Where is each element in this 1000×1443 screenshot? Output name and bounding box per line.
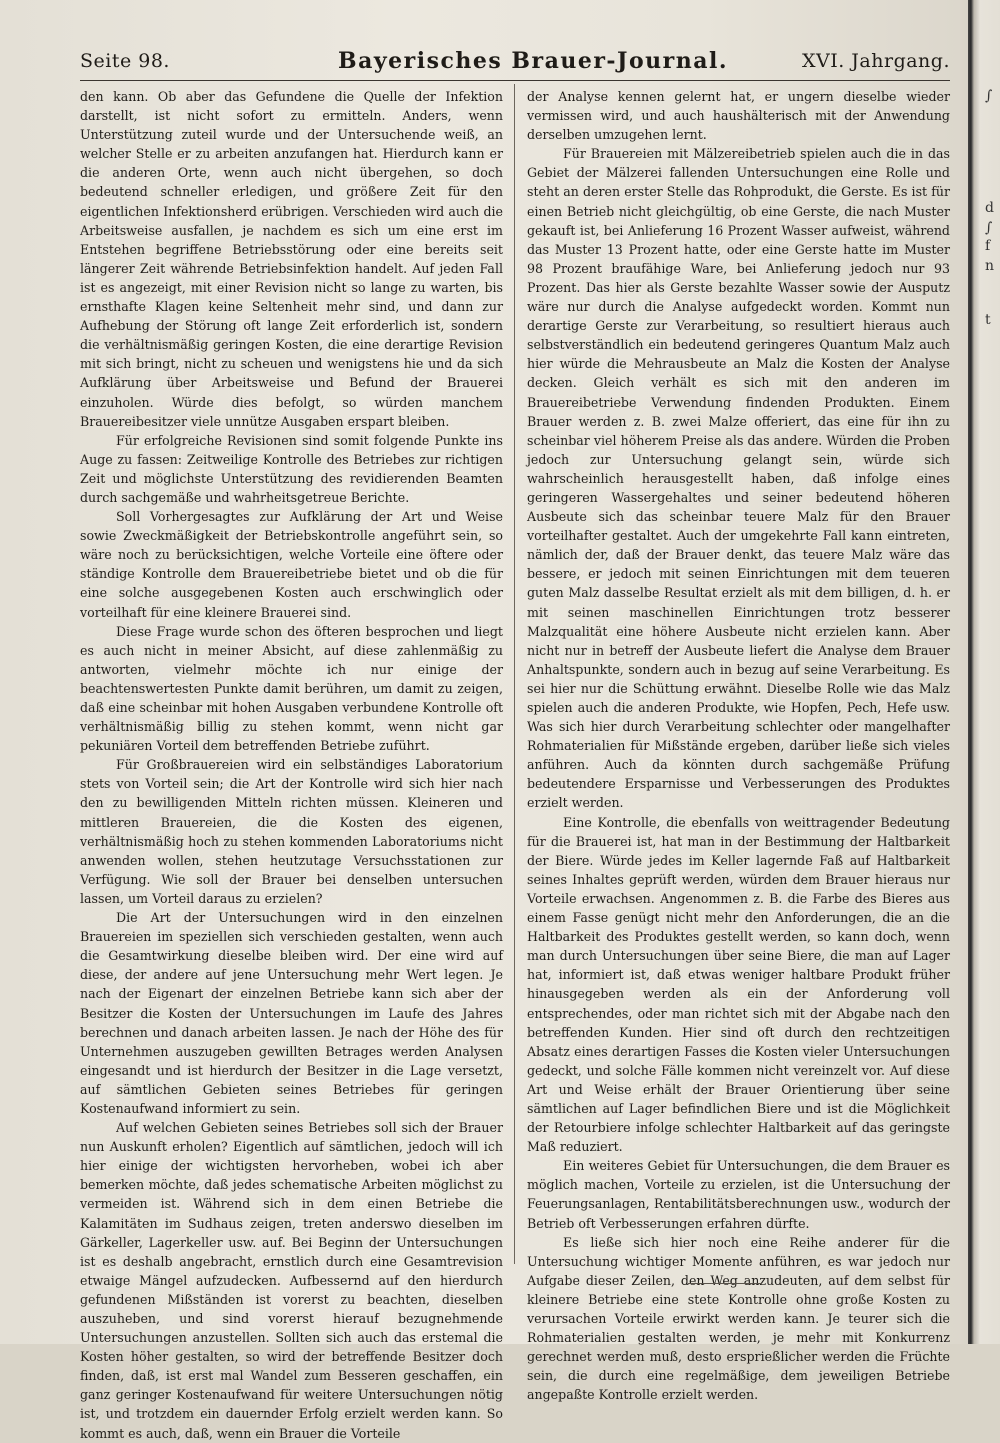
paragraph: der Analyse kennen gelernt hat, er ungern dieselbe wieder vermissen wird, und auch haushälterisch mit der Anwendung derselben umzugehen lernt.: [527, 89, 950, 143]
left-column: [80, 87, 503, 1443]
paragraph: den kann. Ob aber das Gefundene die Quelle der Infektion darstellt, ist nicht sofort zu ermitteln. Anders, wenn Unterstützung zuteil wurde und der Untersuchende weiß, an welcher Stelle er zu arbeiten anzufangen hat. Hierdurch kann er die anderen Orte, wenn auch nicht übergehen, so doch bedeutend schneller erledigen, und größere Zeit für den eigentlichen Infektionsherd erübrigen. Verschieden wird auch die Arbeitsweise ausfallen, je nachdem es sich um eine erst im Entstehen begriffene Betriebsstörung oder eine bereits seit längerer Zeit währende Betriebsinfektion handelt. Auf jeden Fall ist es angezeigt, mit einer Revision nicht so lange zu warten, bis ernsthafte Klagen keine Seltenheit mehr sind, und dann zur Aufhebung der Störung oft lange Zeit erforderlich ist, sondern die verhältnismäßig geringen Kosten, die eine derartige Revision mit sich bringt, nicht zu scheuen und wenigstens hie und da sich Aufklärung über Arbeitsweise und Befund der Brauerei einzuholen. Würde dies befolgt, so würden manchem Brauereibesitzer viele unnütze Ausgaben erspart bleiben.: [80, 89, 503, 429]
adjacent-page-fragment: f: [985, 238, 991, 254]
paragraph: Eine Kontrolle, die ebenfalls von weittragender Bedeutung für die Brauerei ist, hat man in der Bestimmung der Haltbarkeit der Biere. Würde jedes im Keller lagernde Faß auf Haltbarkeit seines Inhaltes geprüft werden, würden dem Brauer hieraus nur Vorteile erwachsen. Angenommen z. B. die Farbe des Bieres aus einem Fasse genügt nicht mehr den Anforderungen, die an die Haltbarkeit des Produktes gestellt werden, so kann doch, wenn man durch Untersuchungen über seine Biere, die man auf Lager hat, informiert ist, daß etwas weniger haltbare Produkt früher hinausgegeben werden als ein der Anforderung voll entsprechendes, oder man richtet sich mit der Abgabe nach den betreffenden Kunden. Hier sind oft durch den rechtzeitigen Absatz eines derartigen Fasses die Kosten vieler Untersuchungen gedeckt, und solche Fälle kommen nicht vereinzelt vor. Auf diese Art und Weise erhält der Brauer Orientierung über seine sämtlichen auf Lager befindlichen Biere und ist die Möglichkeit der Retourbiere infolge schlechter Haltbarkeit auf das geringste Maß reduziert.: [527, 814, 950, 1155]
adjacent-page-fragment: ∫: [985, 220, 993, 236]
paragraph: Für Großbrauereien wird ein selbständiges Laboratorium stets von Vorteil sein; die Art der Kontrolle wird sich hier nach den zu bewilligenden Mitteln richten müssen. Kleineren und mittleren Brauereien, die die Kosten des eigenen, verhältnismäßig hoch zu stehen kommenden Laboratoriums nicht anwenden wollen, stehen heutzutage Versuchsstationen zur Verfügung. Wie soll der Brauer bei denselben untersuchen lassen, um Vorteil daraus zu erzielen?: [80, 757, 503, 906]
adjacent-page-fragment: ∫: [985, 88, 993, 104]
journal-title: Bayerisches Brauer-Journal.: [338, 48, 728, 74]
adjacent-page-fragment: n: [985, 258, 995, 274]
page-header: [80, 48, 950, 78]
paragraph: Die Art der Untersuchungen wird in den einzelnen Brauereien im speziellen sich verschieden gestalten, wenn auch die Gesamtwirkung dieselbe bleiben wird. Der eine wird auf diese, der andere auf jene Untersuchung mehr Wert legen. Je nach der Eigenart der einzelnen Betriebe kann sich aber der Besitzer die Kosten der Untersuchungen im Laufe des Jahres berechnen und danach arbeiten lassen. Je nach der Höhe des für Unternehmen auszugeben gewillten Betrages werden Analysen eingesandt und ist hierdurch der Besitzer in die Lage versetzt, auf sämtlichen Gebieten seines Betriebes für geringen Kostenaufwand informiert zu sein.: [80, 910, 503, 1116]
paragraph: Auf welchen Gebieten seines Betriebes soll sich der Brauer nun Auskunft erholen? Eigentlich auf sämtlichen, jedoch will ich hier einige der wichtigsten hervorheben, wobei ich aber bemerken möchte, daß jedes schematische Arbeiten möglichst zu vermeiden ist. Während sich in dem einen Betriebe die Kalamitäten im Sudhaus zeigen, treten anderswo dieselben im Gärkeller, Lagerkeller usw. auf. Bei Beginn der Untersuchungen ist es deshalb angebracht, ernstlich durch eine Gesamtrevision etwaige Mängel aufzudecken. Aufbessernd auf den hierdurch gefundenen Mißständen ist vorerst zu beachten, dieselben auszuheben, und sind vorerst hierauf bezugnehmende Untersuchungen anzustellen. Sollten sich auch das erstemal die Kosten höher gestalten, so wird der betreffende Besitzer doch finden, daß, ist erst mal Wandel zum Besseren geschaffen, ein ganz geringer Kostenaufwand für weitere Untersuchungen nötig ist, und trotzdem ein dauernder Erfolg erzielt werden kann. So kommt es auch, daß, wenn ein Brauer die Vorteile: [80, 1120, 503, 1441]
paragraph: Für Brauereien mit Mälzereibetrieb spielen auch die in das Gebiet der Mälzerei fallenden Untersuchungen eine Rolle und steht an deren erster Stelle das Rohprodukt, die Gerste. Es ist für einen Betrieb nicht gleichgültig, ob eine Gerste, die nach Muster gekauft ist, bei Anlieferung 16 Prozent Wasser aufweist, während das Muster 13 Prozent hatte, oder eine Gerste hatte im Muster 98 Prozent braufähige Ware, bei Anlieferung jedoch nur 93 Prozent. Das hier als Gerste bezahlte Wasser sowie der Ausputz wäre nur durch die Analyse aufgedeckt worden. Kommt nun derartige Gerste zur Verarbeitung, so resultiert hieraus auch selbstverständlich ein bedeutend geringeres Quantum Malz auch hier würde die Mehrausbeute an Malz die Kosten der Analyse decken. Gleich verhält es sich mit den anderen im Brauereibetriebe Verwendung findenden Produkten. Einem Brauer werden z. B. zwei Malze offeriert, das eine für ihn zu scheinbar viel höherem Preise als das andere. Würden die Proben jedoch zur Untersuchung gelangt sein, würde sich wahrscheinlich herausgestellt haben, daß infolge eines geringeren Wassergehaltes und seiner bedeutend höheren Ausbeute sich das scheinbar teuere Malz für den Brauer vorteilhafter gestaltet. Auch der umgekehrte Fall kann eintreten, nämlich der, daß der Brauer denkt, das teuere Malz wäre das bessere, er jedoch mit seinen Einrichtungen mit dem teueren guten Malz dasselbe Resultat erzielt als mit dem billigen, d. h. er mit seinen maschinellen Einrichtungen trotz besserer Malzqualität eine höhere Ausbeute nicht erzielen kann. Aber nicht nur in betreff der Ausbeute liefert die Analyse dem Brauer Anhaltspunkte, sondern auch in bezug auf seine Verarbeitung. Es sei hier nur die Schüttung erwähnt. Dieselbe Rolle wie das Malz spielen auch die anderen Produkte, wie Hopfen, Pech, Hefe usw. Was sich hier durch Verarbeitung schlechter oder mangelhafter Rohmaterialien für Mißstände ergeben, darüber ließe sich vieles anführen. Auch da könnten durch sachgemäße Prüfung bedeutendere Ersparnisse und Verbesserungen des Produktes erzielt werden.: [527, 146, 950, 811]
right-column: [527, 87, 950, 1404]
paragraph: Ein weiteres Gebiet für Untersuchungen, die dem Brauer es möglich machen, Vorteile zu erzielen, ist die Untersuchung der Feuerungsanlagen, Rentabilitätsberechnungen usw., wodurch der Betrieb oft Verbesserungen erfahren dürfte.: [527, 1158, 950, 1231]
paragraph: Es ließe sich hier noch eine Reihe anderer für die Untersuchung wichtiger Momente anführen, es war jedoch nur Aufgabe dieser Zeilen, den Weg anzudeuten, auf dem selbst für kleinere Betriebe eine stete Kontrolle ohne große Kosten zu verursachen Vorteile erwirkt werden kann. Je teurer sich die Rohmaterialien gestalten werden, je mehr mit Konkurrenz gerechnet werden muß, desto ersprießlicher werden die Früchte sein, die durch eine regelmäßige, dem jeweiligen Betriebe angepaßte Kontrolle erzielt werden.: [527, 1234, 950, 1403]
header-rule: [80, 80, 950, 81]
paragraph: Soll Vorhergesagtes zur Aufklärung der Art und Weise sowie Zweckmäßigkeit der Betriebskontrolle angeführt sein, so wäre noch zu berücksichtigen, welche Vorteile eine öftere oder ständige Kontrolle dem Brauereibetriebe bietet und ob die für eine solche ausgegebenen Kosten auch erschwinglich oder vorteilhaft für eine kleinere Brauerei sind.: [80, 509, 503, 620]
paragraph: Für erfolgreiche Revisionen sind somit folgende Punkte ins Auge zu fassen: Zeitweilige Kontrolle des Betriebes zur richtigen Zeit und möglichste Unterstützung des revidierenden Beamten durch sachgemäße und wahrheitsgetreue Berichte.: [80, 432, 503, 505]
volume-label: XVI. Jahrgang.: [801, 50, 950, 72]
adjacent-page-fragment: d: [985, 200, 994, 216]
article-end-rule: [688, 1283, 762, 1284]
adjacent-page-edge: [968, 0, 1000, 1344]
paragraph: Diese Frage wurde schon des öfteren besprochen und liegt es auch nicht in meiner Absicht, auf diese zahlenmäßig zu antworten, vielmehr möchte ich nur einige der beachtenswertesten Punkte damit berühren, um damit zu zeigen, daß eine scheinbar mit hohen Ausgaben verbundene Kontrolle oft verhältnismäßig billig zu stehen kommt, wenn nicht gar pekuniären Vorteil dem betreffenden Betriebe zuführt.: [80, 623, 503, 754]
column-divider: [514, 84, 515, 1264]
adjacent-page-fragment: t: [985, 312, 991, 328]
page-number: Seite 98.: [80, 50, 170, 72]
